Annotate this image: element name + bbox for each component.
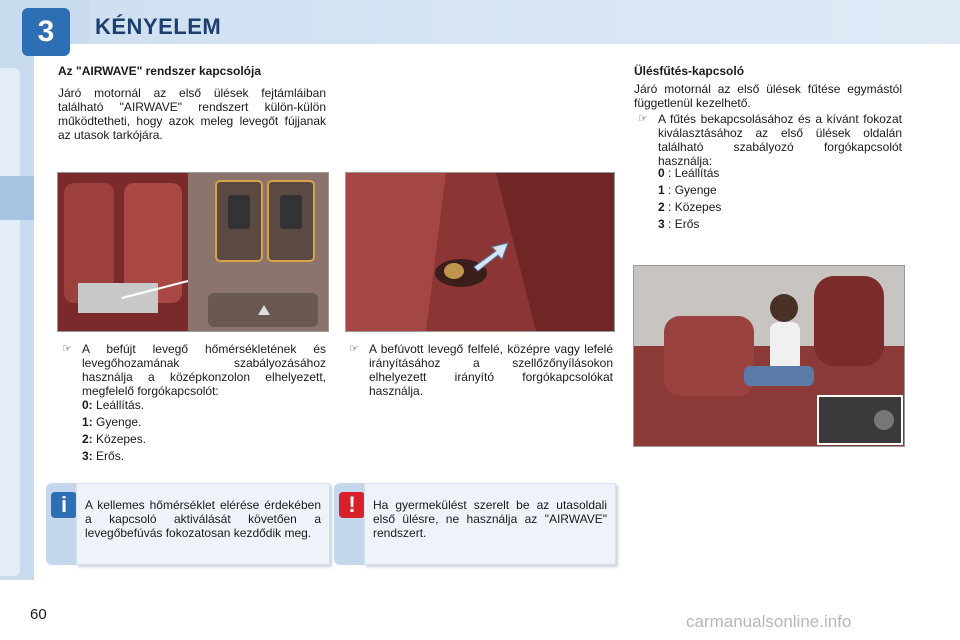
level-key: 1:: [82, 415, 93, 429]
level-key: 3: [658, 217, 665, 231]
airwave-level-0: [82, 398, 144, 412]
level-key: 1: [658, 183, 665, 197]
level-label: : Közepes: [668, 200, 722, 214]
pointing-hand-icon: ☞: [62, 343, 72, 355]
side-band-inner: [0, 68, 20, 576]
seat-heating-heading: Ülésfűtés-kapcsoló: [634, 64, 745, 78]
info-note-text: A kellemes hőmérséklet elérése érdekében a kapcsoló aktiválását követően a levegőbefúvás fokozatosan kezdődik meg.: [85, 498, 321, 540]
pointing-hand-icon: ☞: [349, 343, 359, 355]
airwave-temp-text: A befújt levegő hőmérsékletének és levegőhozamának szabályozásához használja a középkonzolon elhelyezett, megfelelő forgókapcsolót:: [82, 342, 326, 398]
seat-level-0: [658, 166, 719, 180]
level-label: Gyenge.: [96, 415, 142, 429]
level-label: : Leállítás: [668, 166, 720, 180]
level-label: : Erős: [668, 217, 700, 231]
level-key: 3:: [82, 449, 93, 463]
level-key: 2: [658, 200, 665, 214]
seat-heating-bullet: [638, 112, 902, 168]
page-number: 60: [30, 606, 47, 623]
level-label: Közepes.: [96, 432, 147, 446]
watermark: carmanualsonline.info: [686, 612, 852, 631]
airwave-intro: Járó motornál az első ülések fejtámláiban található "AIRWAVE" rendszert külön-külön működtetheti, hogy azok meleg levegőt fújjanak az utasok tarkójára.: [58, 86, 326, 142]
warning-icon: !: [339, 492, 365, 518]
level-label: Erős.: [96, 449, 125, 463]
level-label: Leállítás.: [96, 398, 145, 412]
level-key: 0: [658, 166, 665, 180]
headrest-vent-photo: [345, 172, 615, 332]
seat-heating-photo: [633, 265, 905, 447]
level-key: 2:: [82, 432, 93, 446]
level-label: : Gyenge: [668, 183, 717, 197]
airwave-direction-bullet: [349, 342, 613, 398]
seat-level-1: [658, 183, 717, 197]
info-icon: i: [51, 492, 77, 518]
level-key: 0:: [82, 398, 93, 412]
chapter-number: 3: [22, 8, 70, 56]
airwave-direction-text: A befúvott levegő felfelé, középre vagy lefelé irányításához a szellőzőnyílásokon elhelyezett irányító forgókapcsolókat használja.: [369, 342, 613, 398]
seat-level-3: [658, 217, 699, 231]
warning-note-text: Ha gyermekülést szerelt be az utasoldali első ülésre, ne használja az "AIRWAVE" rendszert.: [373, 498, 607, 540]
airwave-heading: Az "AIRWAVE" rendszer kapcsolója: [58, 64, 261, 78]
airwave-level-3: [82, 449, 124, 463]
airwave-level-2: [82, 432, 146, 446]
airwave-console-photo: [57, 172, 329, 332]
airwave-level-1: [82, 415, 141, 429]
chapter-title: KÉNYELEM: [95, 14, 222, 39]
warning-note: [364, 483, 616, 565]
airwave-temp-bullet: [62, 342, 326, 398]
info-note: [76, 483, 330, 565]
seat-heating-bullet-text: A fűtés bekapcsolásához és a kívánt fokozat kiválasztásához az első ülések oldalán található szabályozó forgókapcsolót használja:: [658, 112, 902, 168]
seat-heating-intro: Járó motornál az első ülések fűtése egymástól függetlenül kezelhető.: [634, 82, 902, 110]
pointing-hand-icon: ☞: [638, 113, 648, 125]
seat-level-2: [658, 200, 721, 214]
chapter-side-tab: [0, 176, 34, 220]
